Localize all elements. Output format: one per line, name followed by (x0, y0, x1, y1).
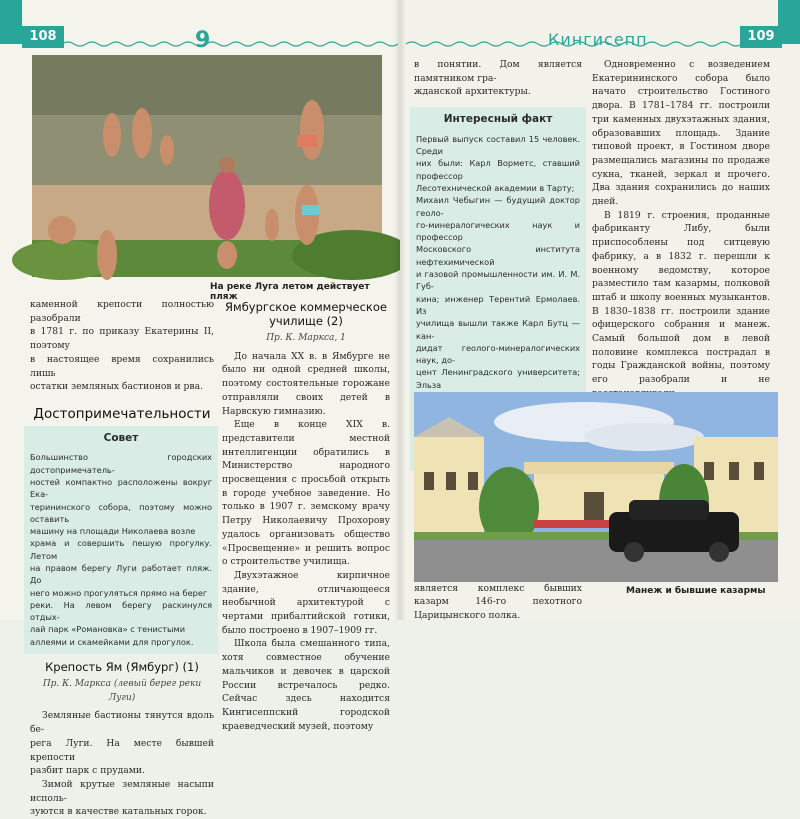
fact-line: них были: Карл Ворметс, ставший профессор (416, 158, 580, 181)
gostiny-paragraph: В 1819 г. строения, проданные фабриканту Либу, были приспособлены под ситцевую фабрику, а в 1832 г. перешли к военному ведомству, которое разместило там казармы, полковой штаб и школу военных музыкантов. В 1830–1838 гг. построили здание офицерского собрания и манеж. Самый большой дом в левой половине комплекса пострадал в годы Гражданской войны, поэтому его разобрали и не (592, 209, 770, 386)
fact-line: дидат геолого-минералогических наук, до- (416, 342, 580, 366)
advice-text (30, 451, 212, 648)
fortress-line: разбит парк с прудами. (30, 765, 145, 777)
advice-line: лай парк «Романовка» с тенистыми (30, 624, 186, 635)
advice-line: реки. На левом берегу раскинулся отдых- (30, 599, 212, 623)
continuation-line: в понятии. Дом является памятником гра- (414, 59, 582, 84)
fact-line: Первый выпуск составил 15 человек. Среди (416, 133, 580, 157)
fact-line: Михаил Чебыгин — будущий доктор геоло- (416, 195, 580, 218)
advice-line: терининского собора, поэтому можно оставить (30, 501, 212, 524)
fact-line: кина; инженер Терентий Ермолаев. Из (416, 293, 580, 316)
fortress-line: рега Луги. На месте бывшей крепости (30, 737, 214, 763)
school-paragraph: Школа была смешанного типа, хотя совместное обучение мальчиков и девочек в царской России встречалось редко. Сейчас здесь находится Кингисеппский городской краеведческий музей, поэтому (222, 638, 390, 732)
left-page (0, 0, 400, 818)
school-paragraph: Двухэтажное кирпичное здание, отличающееся необычной архитектурой с чертами прибалтийской готики, было построено в 1907–1909 гг. (222, 569, 390, 636)
advice-title: Совет (103, 431, 139, 444)
fortress-address: Пр. К. Маркса (левый берег реки Луги) (42, 679, 202, 703)
fact-title: Интересный факт (443, 113, 553, 126)
intro-line: в 1781 г. по приказу Екатерины II, поэтому (30, 326, 214, 352)
school-address: Пр. К. Маркса, 1 (266, 333, 346, 343)
fortress-line: Зимой крутые земляные насыпи исполь- (30, 779, 214, 804)
school-paragraph: До начала XX в. в Ямбурге не было ни одной средней школы, поэтому состоятельные горожане отправляли своих детей в Нарвскую гимназию. (222, 350, 390, 417)
intro-line: каменной крепости полностью разобрали (30, 299, 214, 324)
fortress-line: зуются в качестве катальных горок. (30, 806, 207, 818)
section-heading: Достопримечательности (33, 405, 211, 422)
beach-illustration (32, 55, 382, 277)
left-corner-tab (0, 0, 22, 44)
gostiny-paragraph: Одновременно с возведением Екатерининского собора было начато строительство Гостиного двора. В 1781–1784 гг. построили три каменных двухэтажных здания, образовавших площадь. Здание типовой проект, в Гостином дворе размещались магазины по продаже сукна, тканей, зеркал и прочего. Два здания сохранились до наших дней. (592, 59, 770, 208)
advice-line: машину на площади Николаева возле (30, 526, 196, 537)
page-number-left: 108 (22, 26, 64, 48)
beach-photo (32, 55, 382, 277)
intro-line: остатки земляных бастионов и рва. (30, 381, 204, 393)
fact-line: го-минералогических наук и профессор (416, 219, 580, 243)
advice-line: него можно прогуляться прямо на берег (30, 587, 208, 598)
advice-line: Большинство городских достопримечатель- (30, 452, 212, 475)
fact-line: Лесотехнической академии в Тарту; (416, 183, 575, 193)
intro-line: в настоящее время сохранились лишь (30, 353, 214, 379)
fact-line: и газовой промышленности им. И. М. Губ- (416, 269, 580, 292)
decorative-wave-left (62, 40, 394, 48)
advice-line: храма и совершить пешую прогулку. Летом (30, 538, 212, 561)
left-column (30, 298, 214, 819)
advice-line: ностей компактно расположены вокруг Ека- (30, 476, 212, 500)
running-title: Кингисепп (548, 30, 648, 49)
barracks-illustration (414, 392, 778, 582)
chapter-number: 9 (195, 28, 211, 53)
fact-line: цент Ленинградского университета; Эльза (416, 367, 580, 390)
continuation-line: жданской архитектуры. (414, 86, 531, 98)
book-gutter (394, 0, 406, 620)
left-page-second-column (222, 300, 390, 733)
fortress-title: Крепость Ям (Ямбург) (1) (45, 660, 199, 675)
page-number-right: 109 (740, 26, 782, 48)
barracks-photo (414, 392, 778, 582)
advice-line: на правом берегу Луги работает пляж. До (30, 563, 212, 586)
barracks-photo-caption: Манеж и бывшие казармы (626, 586, 766, 596)
fortress-line: Земляные бастионы тянутся вдоль бе- (30, 710, 214, 736)
advice-line: аллеями и скамейками для прогулок. (30, 636, 194, 647)
school-title: Ямбургское коммерческое училище (2) (225, 300, 387, 328)
advice-box (24, 426, 218, 654)
fact-line: училища вышли также Карл Бутц — кан- (416, 318, 580, 341)
school-paragraph: Еще в конце XIX в. представители местной интеллигенции обратились в Министерство народного просвещения с просьбой открыть в городе учебное заведение. Но только в 1907 г. земскому врачу Петру Николаевичу Прохорову удалось организовать общество «Просвещение» и решить вопрос о строительстве училища. (222, 419, 390, 568)
barracks-paragraph: является комплекс бывших казарм 146-го пехотного Царицынского полка. (414, 582, 582, 622)
fact-line: Московского института нефтехимической (416, 244, 580, 267)
beach-photo-caption: На реке Луга летом действует пляж (210, 282, 370, 302)
